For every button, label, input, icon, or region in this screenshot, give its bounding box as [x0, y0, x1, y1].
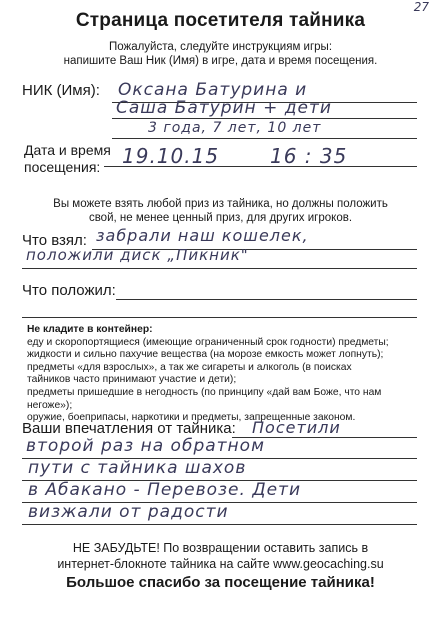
warning-line: жидкости и сильно пахучие вещества (на морозе емкость может лопнуть); [27, 349, 384, 361]
visit-time: 16 : 35 [270, 144, 348, 168]
put-line-2 [22, 317, 417, 318]
warning-line: тайников часто принимают участие и дети); [27, 374, 237, 386]
warning-block [27, 324, 427, 425]
footer-line: интернет-блокноте тайника на сайте www.geocaching.su [57, 557, 384, 571]
impressions-line-5 [22, 524, 417, 525]
took-line-2 [22, 268, 417, 269]
footer-line: НЕ ЗАБУДЬТЕ! По возвращении оставить запись в [72, 541, 369, 555]
put-label: Что положил: [22, 282, 116, 299]
nick-label: НИК (Имя): [22, 82, 100, 99]
intro-line: Пожалуйста, следуйте инструкциям игры: [108, 41, 333, 53]
visit-label-line: Дата и время [24, 142, 111, 158]
page-number: 27 [413, 0, 429, 14]
impressions-handwritten-3: пути с тайника шахов [28, 458, 247, 478]
impressions-handwritten-1: Посетили [252, 418, 341, 437]
warning-line: предметы пришедшие в негодность (по принципу «дай вам Боже, что нам негоже»); [27, 386, 382, 411]
prize-line: свой, не менее ценный приз, для других игроков. [88, 212, 353, 224]
visit-date: 19.10.15 [122, 144, 220, 168]
intro-line: напишите Ваш Ник (Имя) в игре, дата и время посещения. [63, 55, 378, 67]
put-line-1 [116, 299, 417, 300]
prize-instruction [0, 197, 441, 225]
took-handwritten-2: положили диск „Пикник" [26, 246, 249, 264]
impressions-handwritten-5: визжали от радости [28, 502, 229, 522]
warning-line: предметы «для взрослых», а так же сигареты и алкоголь (в поисках [27, 361, 352, 373]
intro-text [0, 40, 441, 68]
took-label: Что взял: [22, 232, 87, 249]
visit-label-line: посещения: [24, 159, 101, 175]
page-title: Страница посетителя тайника [75, 10, 366, 31]
impressions-handwritten-4: в Абакано - Перевозе. Дети [28, 480, 302, 500]
impressions-label: Ваши впечатления от тайника: [22, 420, 236, 437]
footer-thanks: Большое спасибо за посещение тайника! [66, 574, 375, 591]
nick-line-3 [112, 138, 417, 139]
nick-line-2 [112, 118, 417, 119]
nick-handwritten-2: Саша Батурин + дети [116, 98, 332, 118]
nick-handwritten-3: 3 года, 7 лет, 10 лет [148, 120, 322, 136]
warning-heading: Не кладите в контейнер: [27, 324, 153, 335]
visit-label [24, 142, 111, 176]
footer-reminder [0, 540, 441, 572]
warning-line: еду и скоропортящиеся (имеющие ограниченный срок годности) предметы; [27, 336, 389, 348]
prize-line: Вы можете взять любой приз из тайника, но должны положить [53, 198, 388, 210]
nick-handwritten-1: Оксана Батурина и [118, 80, 308, 100]
impressions-handwritten-2: второй раз на обратном [26, 436, 265, 456]
took-handwritten-1: забрали наш кошелек, [96, 226, 309, 245]
warning-line: оружие, боеприпасы, наркотики и предметы, запрещенные законом. [27, 412, 356, 424]
